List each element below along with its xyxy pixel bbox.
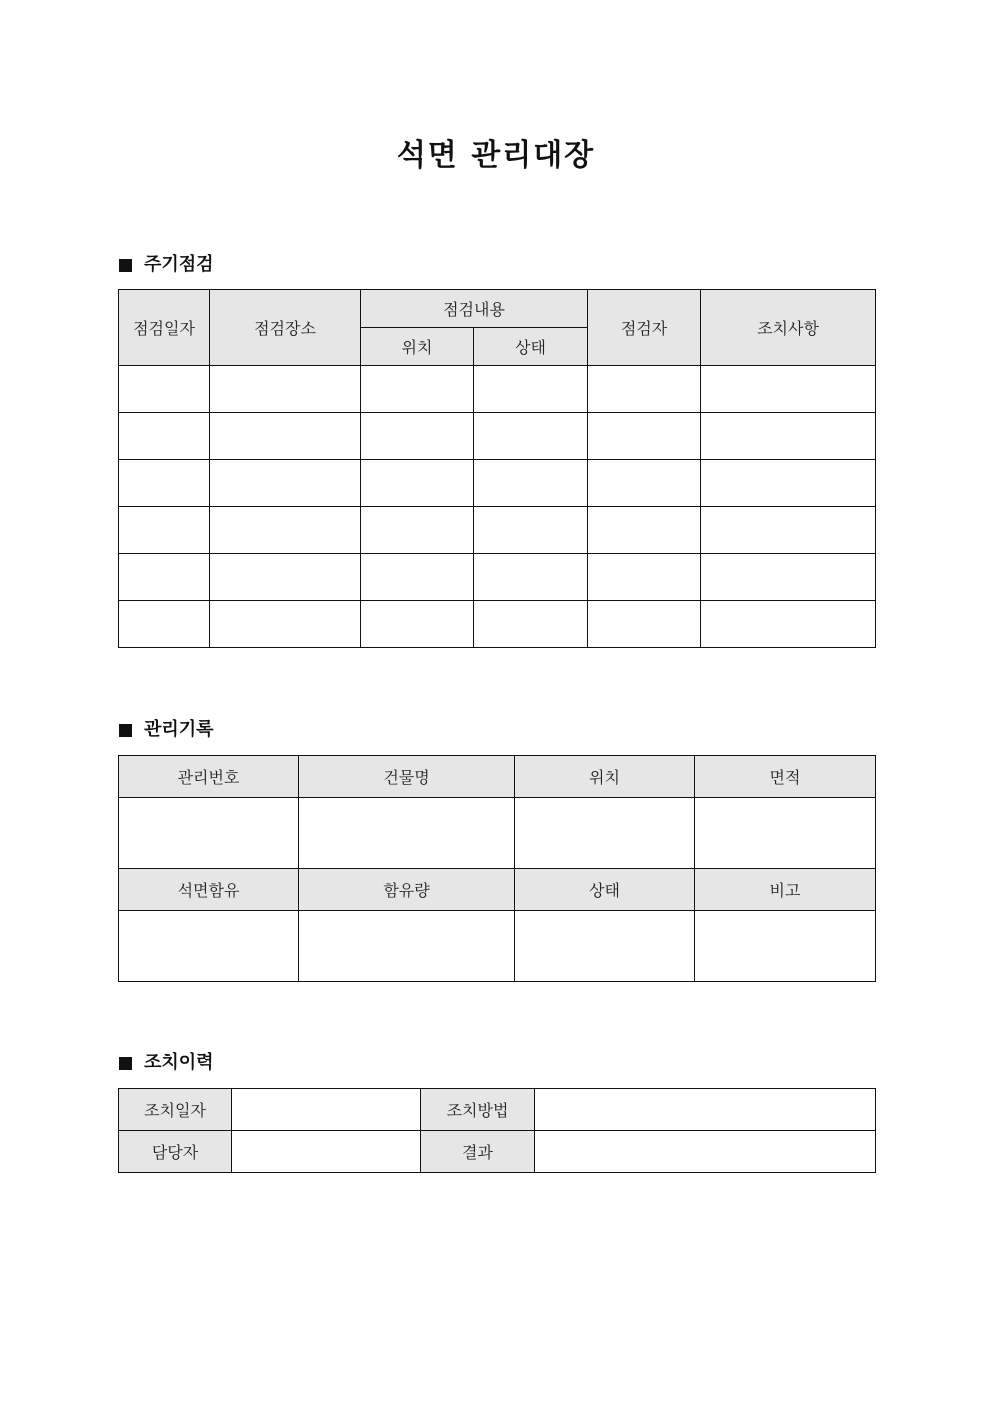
- periodic-inspection-table: [118, 289, 876, 648]
- cell-status[interactable]: [474, 601, 588, 648]
- cell-action[interactable]: [701, 601, 876, 648]
- label-action-method: 조치방법: [421, 1089, 535, 1131]
- header-inspection-date: 점검일자: [119, 290, 210, 366]
- header-action: 조치사항: [701, 290, 876, 366]
- cell-date[interactable]: [119, 460, 210, 507]
- cell-location[interactable]: [515, 798, 695, 869]
- cell-status[interactable]: [515, 911, 695, 982]
- cell-place[interactable]: [210, 554, 361, 601]
- header-content-status: 상태: [474, 328, 588, 366]
- cell-place[interactable]: [210, 413, 361, 460]
- table-row: [119, 366, 876, 413]
- table-row: [119, 507, 876, 554]
- cell-status[interactable]: [474, 554, 588, 601]
- table-row: [119, 413, 876, 460]
- section-heading-periodic-inspection: [119, 253, 214, 277]
- table-row: [119, 601, 876, 648]
- cell-asbestos-content[interactable]: [119, 911, 299, 982]
- cell-place[interactable]: [210, 366, 361, 413]
- cell-location[interactable]: [361, 413, 474, 460]
- table-row: [119, 911, 876, 982]
- cell-action[interactable]: [701, 460, 876, 507]
- cell-place[interactable]: [210, 601, 361, 648]
- cell-remarks[interactable]: [695, 911, 876, 982]
- header-location: 위치: [515, 756, 695, 798]
- cell-action[interactable]: [701, 507, 876, 554]
- section-heading-label: 조치이력: [144, 1052, 214, 1073]
- cell-action-method[interactable]: [535, 1089, 876, 1131]
- cell-status[interactable]: [474, 460, 588, 507]
- cell-inspector[interactable]: [588, 413, 701, 460]
- cell-management-number[interactable]: [119, 798, 299, 869]
- header-building-name: 건물명: [299, 756, 515, 798]
- cell-location[interactable]: [361, 507, 474, 554]
- table-row: [119, 460, 876, 507]
- cell-location[interactable]: [361, 554, 474, 601]
- cell-area[interactable]: [695, 798, 876, 869]
- header-inspection-place: 점검장소: [210, 290, 361, 366]
- cell-place[interactable]: [210, 507, 361, 554]
- cell-location[interactable]: [361, 460, 474, 507]
- label-action-date: 조치일자: [119, 1089, 232, 1131]
- table-row: [119, 554, 876, 601]
- cell-action[interactable]: [701, 413, 876, 460]
- header-area: 면적: [695, 756, 876, 798]
- cell-date[interactable]: [119, 554, 210, 601]
- table-row: [119, 798, 876, 869]
- label-result: 결과: [421, 1131, 535, 1173]
- section-heading-management-record: [119, 718, 214, 742]
- management-record-table: [118, 755, 876, 982]
- cell-action-date[interactable]: [232, 1089, 421, 1131]
- cell-place[interactable]: [210, 460, 361, 507]
- cell-manager[interactable]: [232, 1131, 421, 1173]
- cell-location[interactable]: [361, 601, 474, 648]
- cell-inspector[interactable]: [588, 601, 701, 648]
- cell-date[interactable]: [119, 507, 210, 554]
- square-bullet-icon: [119, 1057, 132, 1070]
- cell-inspector[interactable]: [588, 460, 701, 507]
- cell-status[interactable]: [474, 413, 588, 460]
- header-status: 상태: [515, 869, 695, 911]
- cell-inspector[interactable]: [588, 507, 701, 554]
- header-content-amount: 함유량: [299, 869, 515, 911]
- header-remarks: 비고: [695, 869, 876, 911]
- cell-content-amount[interactable]: [299, 911, 515, 982]
- label-manager: 담당자: [119, 1131, 232, 1173]
- table-row: [119, 1089, 876, 1131]
- header-management-number: 관리번호: [119, 756, 299, 798]
- section-heading-label: 관리기록: [144, 719, 214, 740]
- table-row: [119, 1131, 876, 1173]
- cell-inspector[interactable]: [588, 366, 701, 413]
- header-asbestos-content: 석면함유: [119, 869, 299, 911]
- cell-status[interactable]: [474, 507, 588, 554]
- cell-action[interactable]: [701, 366, 876, 413]
- header-inspector: 점검자: [588, 290, 701, 366]
- square-bullet-icon: [119, 259, 132, 272]
- section-heading-action-history: [119, 1051, 214, 1075]
- cell-inspector[interactable]: [588, 554, 701, 601]
- cell-date[interactable]: [119, 366, 210, 413]
- action-history-table: [118, 1088, 876, 1173]
- cell-date[interactable]: [119, 413, 210, 460]
- cell-status[interactable]: [474, 366, 588, 413]
- section-heading-label: 주기점검: [144, 254, 214, 275]
- cell-date[interactable]: [119, 601, 210, 648]
- document-title: 석면 관리대장: [396, 138, 596, 173]
- header-content-location: 위치: [361, 328, 474, 366]
- square-bullet-icon: [119, 724, 132, 737]
- cell-location[interactable]: [361, 366, 474, 413]
- cell-building-name[interactable]: [299, 798, 515, 869]
- cell-action[interactable]: [701, 554, 876, 601]
- header-inspection-content: 점검내용: [361, 290, 588, 328]
- cell-result[interactable]: [535, 1131, 876, 1173]
